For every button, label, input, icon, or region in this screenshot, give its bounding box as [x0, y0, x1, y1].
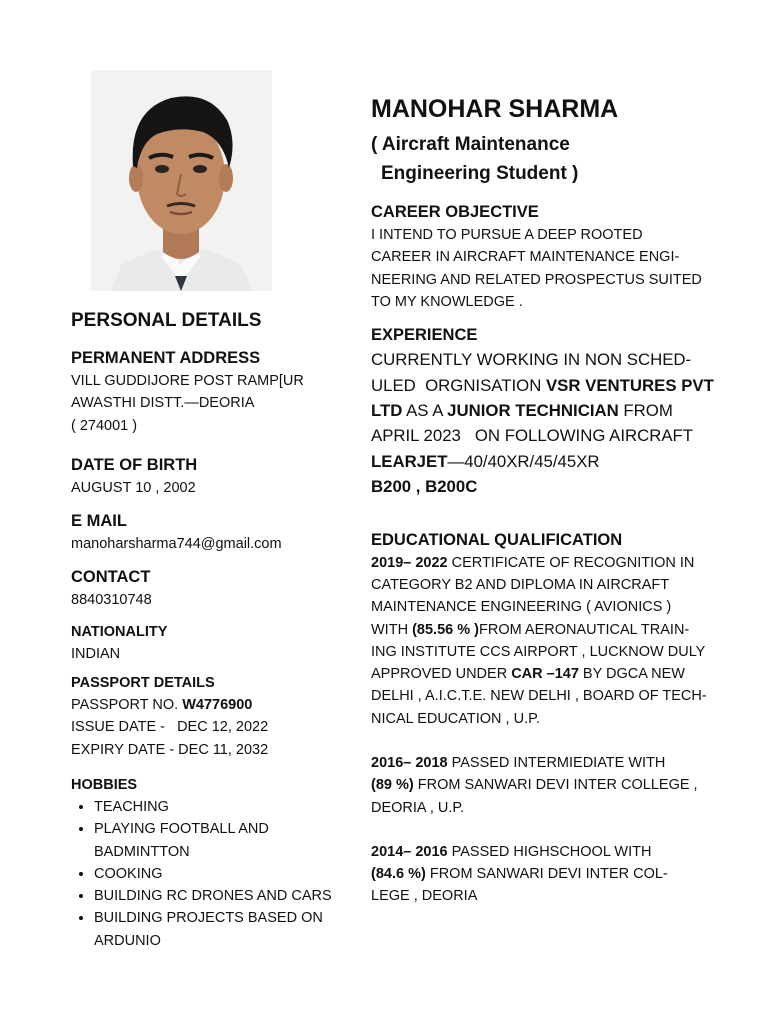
education-line — [371, 552, 726, 574]
aircraft-type: LEARJET — [371, 451, 448, 471]
email-value: manoharsharma744@gmail.com — [71, 536, 282, 553]
address-line: ( 274001 ) — [71, 417, 138, 434]
education-line: MAINTENANCE ENGINEERING ( AVIONICS ) — [371, 599, 672, 616]
right-column — [371, 90, 726, 908]
left-column — [71, 308, 361, 952]
education-text: BY DGCA NEW — [578, 666, 685, 683]
experience-line — [371, 373, 726, 398]
education-line — [371, 774, 726, 796]
car-reference: CAR –147 — [511, 666, 579, 683]
experience-heading: EXPERIENCE — [371, 326, 478, 345]
issue-date: ISSUE DATE - DEC 12, 2022 — [71, 719, 269, 736]
hobbies-heading: HOBBIES — [71, 776, 138, 793]
dob-heading: DATE OF BIRTH — [71, 455, 198, 474]
objective-line: CAREER IN AIRCRAFT MAINTENANCE ENGI- — [371, 249, 680, 266]
candidate-name: MANOHAR SHARMA — [371, 95, 619, 123]
experience-text: ULED ORGNISATION — [371, 375, 546, 395]
education-text: CERTIFICATE OF RECOGNITION IN — [447, 554, 695, 571]
nationality-value: INDIAN — [71, 645, 121, 662]
education-line: ING INSTITUTE CCS AIRPORT , LUCKNOW DULY — [371, 643, 706, 660]
education-line — [371, 841, 726, 863]
contact-heading: CONTACT — [71, 568, 151, 587]
education-line: NICAL EDUCATION , U.P. — [371, 710, 540, 727]
education-text: FROM AERONAUTICAL TRAIN- — [478, 621, 690, 638]
hobbies-list — [71, 796, 344, 952]
education-line — [371, 863, 726, 885]
employer-name: VSR VENTURES PVT — [545, 375, 714, 395]
dob-value: AUGUST 10 , 2002 — [71, 479, 196, 496]
education-text: FROM SANWARI DEVI INTER COLLEGE , — [413, 777, 698, 794]
education-text: FROM SANWARI DEVI INTER COL- — [425, 866, 668, 883]
portrait-image — [91, 70, 272, 291]
job-title: JUNIOR TECHNICIAN — [447, 401, 619, 420]
email-heading: E MAIL — [71, 512, 127, 531]
education-years: 2016– 2018 — [371, 755, 448, 771]
education-line: CATEGORY B2 AND DIPLOMA IN AIRCRAFT — [371, 576, 670, 593]
objective-line: I INTEND TO PURSUE A DEEP ROOTED — [371, 227, 643, 243]
address-line: AWASTHI DISTT.—DEORIA — [71, 395, 255, 412]
education-line — [371, 752, 726, 774]
nationality-heading: NATIONALITY — [71, 623, 168, 640]
experience-text: AS A — [402, 401, 448, 420]
career-objective-heading: CAREER OBJECTIVE — [371, 203, 539, 221]
subtitle-line: ( Aircraft Maintenance — [371, 134, 570, 155]
aircraft-type: B200 , B200C — [371, 477, 478, 497]
employer-name-suffix: LTD — [371, 401, 403, 420]
experience-line — [371, 474, 726, 499]
education-text: PASSED HIGHSCHOOL WITH — [447, 843, 652, 860]
experience-line — [371, 398, 726, 423]
aircraft-models: —40/40XR/45/45XR — [447, 451, 600, 471]
education-line: LEGE , DEORIA — [371, 888, 478, 905]
objective-line: TO MY KNOWLEDGE . — [371, 293, 523, 310]
expiry-date: EXPIRY DATE - DEC 11, 2032 — [71, 741, 269, 758]
hobby-item: • BUILDING PROJECTS BASED ON ARDUNIO — [94, 907, 324, 952]
personal-details-heading: PERSONAL DETAILS — [71, 310, 262, 331]
hobby-item: • BUILDING RC DRONES AND CARS — [94, 885, 344, 907]
permanent-address-heading: PERMANENT ADDRESS — [71, 349, 261, 367]
education-years: 2014– 2016 — [371, 843, 448, 860]
subtitle-line: Engineering Student ) — [381, 163, 579, 184]
contact-value: 8840310748 — [71, 592, 152, 609]
education-line — [371, 619, 726, 641]
education-line: DEORIA , U.P. — [371, 799, 465, 816]
education-text: WITH — [371, 621, 413, 638]
experience-line: CURRENTLY WORKING IN NON SCHED- — [371, 350, 692, 370]
passport-heading: PASSPORT DETAILS — [71, 675, 215, 692]
experience-line: APRIL 2023 ON FOLLOWING AIRCRAFT — [371, 426, 694, 446]
education-years: 2019– 2022 — [371, 554, 448, 571]
education-score: (89 %) — [371, 777, 414, 794]
experience-line — [371, 449, 726, 474]
hobby-item: • COOKING — [94, 863, 344, 885]
experience-text: FROM — [618, 401, 673, 420]
education-heading: EDUCATIONAL QUALIFICATION — [371, 530, 623, 549]
passport-number-label: PASSPORT NO. — [71, 697, 179, 714]
education-score: (84.6 %) — [371, 866, 426, 883]
education-score: (85.56 % ) — [412, 621, 479, 638]
address-line: VILL GUDDIJORE POST RAMP[UR — [71, 373, 304, 389]
passport-number-line — [71, 694, 361, 716]
objective-line: NEERING AND RELATED PROSPECTUS SUITED — [371, 271, 702, 288]
hobby-item: • PLAYING FOOTBALL AND BADMINTTON — [94, 818, 294, 863]
passport-number: W4776900 — [182, 697, 253, 714]
profile-photo — [91, 70, 272, 291]
education-text: PASSED INTERMIEDIATE WITH — [447, 755, 666, 771]
education-line: DELHI , A.I.C.T.E. NEW DELHI , BOARD OF TECH- — [371, 688, 707, 705]
education-line — [371, 663, 726, 685]
hobby-item: • TEACHING — [94, 796, 344, 818]
education-text: APPROVED UNDER — [371, 666, 512, 683]
